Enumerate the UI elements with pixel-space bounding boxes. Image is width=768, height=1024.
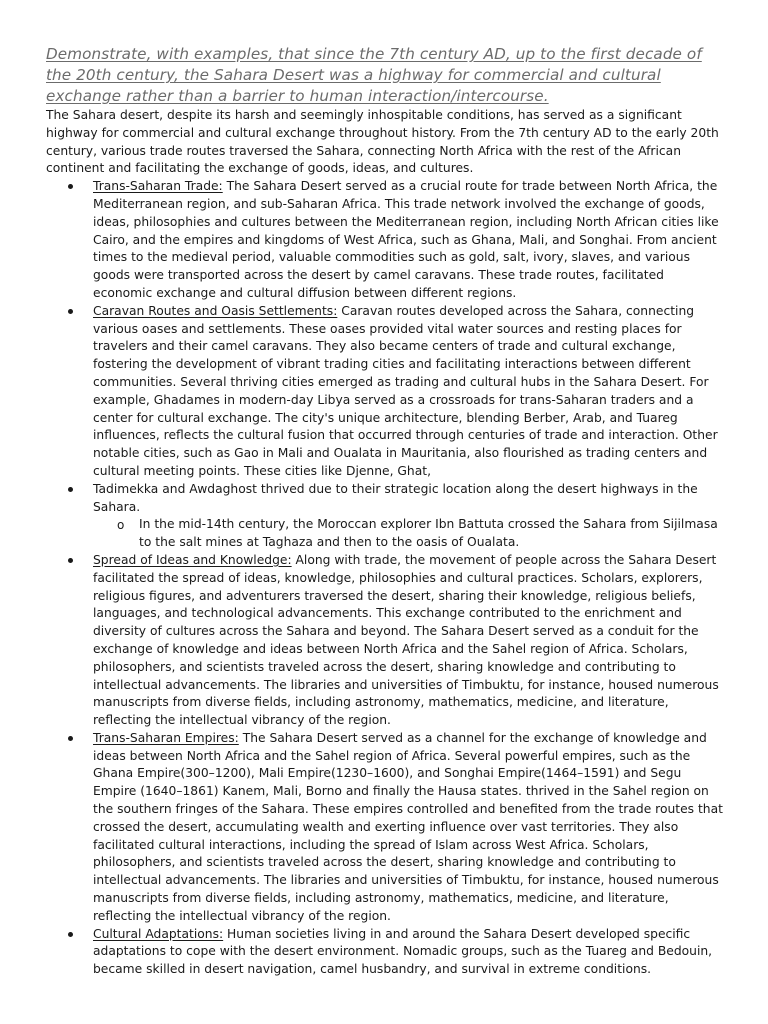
bullet-text: Caravan routes developed across the Sahara, connecting various oases and settlements. These oases provided vital water sources and resting places for travelers and their camel caravans. They also became centers of trade and cultural exchange, fostering the development of vibrant trading cities and facilitating interactions between different communities. Several thriving cities emerged as trading and cultural hubs in the Sahara Desert. For example, Ghadames in modern-day Libya served as a crossroads for trans-Saharan traders and a center for cultural exchange. The city's unique architecture, blending Berber, Arab, and Tuareg influences, reflects the cultural fusion that occurred through centuries of trade and interaction. Other notable cities, such as Gao in Mali and Oualata in Mauritania, also flourished as trading centers and cultural meeting points. These cities like Djenne, Ghat, <box>93 303 718 478</box>
bullet-heading: Trans-Saharan Trade: <box>93 179 223 194</box>
list-item <box>46 481 726 552</box>
bullet-heading: Spread of Ideas and Knowledge: <box>93 552 292 567</box>
essay-question-title: Demonstrate, with examples, that since the 7th century AD, up to the first decade of the 20th century, the Sahara Desert was a highway for commercial and cultural exchange rather than a barrier to human interaction/intercourse. <box>46 45 702 105</box>
list-item <box>46 178 726 303</box>
bullet-icon <box>68 932 73 937</box>
bullet-text: Along with trade, the movement of people across the Sahara Desert facilitated the spread of ideas, knowledge, philosophies and cultural practices. Scholars, explorers, religious figures, and adventurers traversed the desert, sharing their knowledge, religious beliefs, languages, and technological advancements. This exchange contributed to the enrichment and diversity of cultures across the Sahara and beyond. The Sahara Desert served as a conduit for the exchange of knowledge and ideas between North Africa and the Sahel region of Africa. Scholars, philosophers, and scientists traveled across the desert, sharing knowledge and contributing to intellectual advancements. The libraries and universities of Timbuktu, for instance, housed numerous manuscripts from diverse fields, including astronomy, mathematics, medicine, and literature, reflecting the intellectual vibrancy of the region. <box>93 552 719 728</box>
intro-paragraph: The Sahara desert, despite its harsh and seemingly inhospitable conditions, has served as a significant highway for commercial and cultural exchange throughout history. From the 7th century AD to the early 20th century, various trade routes traversed the Sahara, connecting North Africa with the rest of the African continent and facilitating the exchange of goods, ideas, and cultures. <box>46 108 719 176</box>
bullet-text: Tadimekka and Awdaghost thrived due to their strategic location along the desert highways in the Sahara. <box>93 481 698 514</box>
bullet-text: The Sahara Desert served as a crucial route for trade between North Africa, the Mediterranean region, and sub-Saharan Africa. This trade network involved the exchange of goods, ideas, philosophies and cultures between the Mediterranean region, including North African cities like Cairo, and the empires and kingdoms of West Africa, such as Ghana, Mali, and Songhai. From ancient times to the medieval period, valuable commodities such as gold, salt, ivory, slaves, and various goods were transported across the desert by camel caravans. These trade routes, facilitated economic exchange and cultural diffusion between different regions. <box>93 179 719 300</box>
bullet-icon <box>68 487 73 492</box>
list-item <box>46 730 726 926</box>
bullet-icon <box>68 736 73 741</box>
bullet-icon <box>68 309 73 314</box>
bullet-text: Human societies living in and around the Sahara Desert developed specific adaptations to cope with the desert environment. Nomadic groups, such as the Tuareg and Bedouin, became skilled in desert navigation, camel husbandry, and survival in extreme conditions. <box>93 926 713 977</box>
sub-bullet-list <box>93 516 726 552</box>
bullet-heading: Caravan Routes and Oasis Settlements: <box>93 303 338 318</box>
bullet-list <box>46 178 726 979</box>
document-page <box>46 44 726 979</box>
bullet-icon <box>68 184 73 189</box>
bullet-heading: Cultural Adaptations: <box>93 926 224 941</box>
list-item <box>46 926 726 979</box>
sub-bullet-text: In the mid-14th century, the Moroccan explorer Ibn Battuta crossed the Sahara from Sijilmasa to the salt mines at Taghaza and then to the oasis of Oualata. <box>139 517 718 550</box>
bullet-icon <box>68 558 73 563</box>
hollow-circle-bullet-icon: o <box>117 518 125 533</box>
bullet-heading: Trans-Saharan Empires: <box>93 730 239 745</box>
list-item <box>46 303 726 481</box>
list-item <box>46 552 726 730</box>
bullet-text: The Sahara Desert served as a channel for the exchange of knowledge and ideas between North Africa and the Sahel region of Africa. Several powerful empires, such as the Ghana Empire(300–1200), Mali Empire(1230–1600), and Songhai Empire(1464–1591) and Segu Empire (1640–1861) Kanem, Mali, Borno and finally the Hausa states. thrived in the Sahel region on the southern fringes of the Sahara. These empires controlled and benefited from the trade routes that crossed the desert, accumulating wealth and exerting influence over vast territories. They also facilitated cultural interactions, including the spread of Islam across West Africa. Scholars, philosophers, and scientists traveled across the desert, sharing knowledge and contributing to intellectual advancements. The libraries and universities of Timbuktu, for instance, housed numerous manuscripts from diverse fields, including astronomy, mathematics, medicine, and literature, reflecting the intellectual vibrancy of the region. <box>93 730 723 923</box>
sub-list-item <box>93 516 726 552</box>
